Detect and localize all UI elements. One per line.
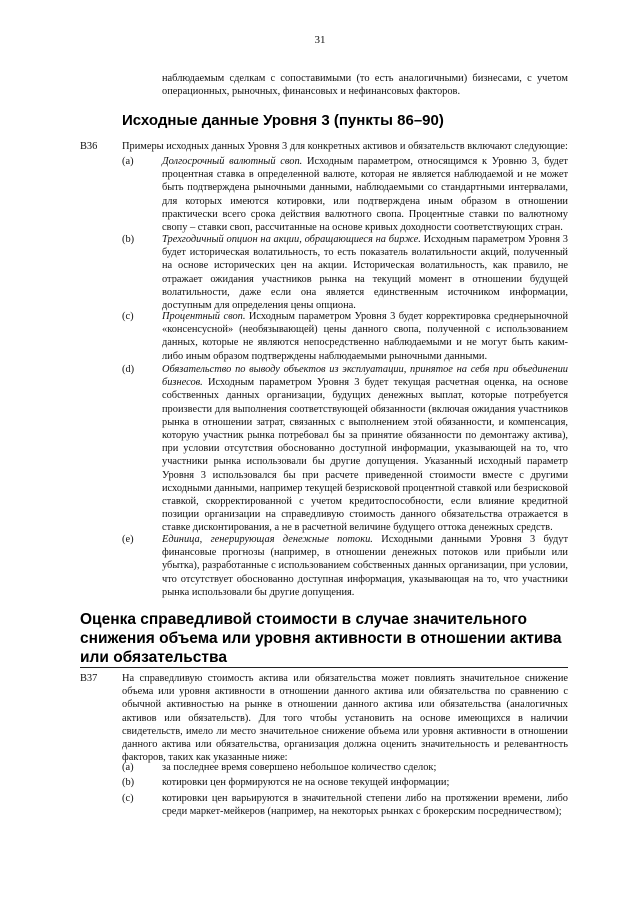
paragraph-b37-text: На справедливую стоимость актива или обязательства может повлиять значительное снижение объема или уровня активности в отношении данного актива или обязательства по сравнению с обычной активностью на рынке в отношении данного актива или обязательства (аналогичных активов или обязательств). Для того чтобы установить на основе имеющихся в наличии свидетельств, имело ли место значительное снижение объема или уровня активности в отношении данного актива или обязательства, организация должна оценить значительность и релевантность факторов, таких как указанные ниже: <box>122 673 568 764</box>
list-item <box>162 533 568 599</box>
item-body: Исходными данными Уровня 3 будут финансовые прогнозы (например, в отношении денежных потоков или прибыли или убытка), разработанные с использованием собственных данных организации, при условии, что отсутствует обоснованно доступная информация, указывающая на то, что участники рынка использовали бы другие допущения. <box>162 534 568 598</box>
page-number: 31 <box>314 34 326 46</box>
item-lead: Единица, генерирующая денежные потоки. <box>162 534 373 545</box>
list-item: котировки цен формируются не на основе текущей информации; <box>162 777 450 788</box>
item-body: Исходным параметром Уровня 3 будет текущая расчетная оценка, на основе собственных данных организации, будущих денежных выплат, которые потребуется произвести для выполнения соответствующей обязанности (включая ожидания участников рынка в отношении затрат, связанных с выполнением этой обязанности, и компенсация, которую участник рынка потребовал бы за принятие обязанности по демонтажу актива), при условии отсутствия обоснованно доступной информации, указывающей на то, что участники рынка использовали бы другие допущения. Указанный исходный параметр Уровня 3 использовался бы при расчете приведенной стоимости вместе с другими исходными данными, например текущей безрисковой процентной ставкой или безрисковой ставкой, скорректированной с учетом кредитоспособности, если влияние кредитной позиции организации на справедливую стоимость данного обязательства отражается в ставке дисконтирования, а не в расчетной величине будущего оттока денежных средств. <box>162 377 568 534</box>
paragraph-id-b36: B36 <box>80 141 98 152</box>
item-body: Исходным параметром Уровня 3 будет историческая волатильность, то есть показатель волатильности акций, полученный на основе исторических цен на акции. Историческая волатильность, как правило, не отражает ожидания участников рынка на текущий момент в отношении будущей волатильности, даже если она является единственным источником информации, доступным для определения цены опциона. <box>162 234 568 312</box>
item-label-d: (d) <box>122 364 135 375</box>
item-lead: Обязательство по выводу объектов из эксплуатации, принятое на себя при объединении бизнесов. <box>162 364 568 389</box>
item-body: Исходным параметром, относящимся к Уровню 3, будет процентная ставка в определенной валюте, которая не является наблюдаемой и не может быть подтверждена рыночными данными, наблюдаемыми со стандартными интервалами, для которых имеются котировки, или подтверждена иным образом в отношении практически всего срока действия валютного свопа. Процентные ставки по валютному свопу – ставки своп, рассчитанные на основе кривых доходности соответствующих стран. <box>162 156 568 234</box>
list-item: котировки цен варьируются в значительной степени либо на протяжении времени, либо среди маркет-мейкеров (например, на некоторых рынках с брокерским посредничеством); <box>162 793 568 818</box>
paragraph-b36-text: Примеры исходных данных Уровня 3 для конкретных активов и обязательств включают следующие: <box>122 141 568 152</box>
item-lead: Долгосрочный валютный своп. <box>162 156 303 167</box>
section-heading-level3: Исходные данные Уровня 3 (пункты 86–90) <box>122 112 444 129</box>
item-label-a: (a) <box>122 156 134 167</box>
intro-paragraph: наблюдаемым сделкам с сопоставимыми (то есть аналогичными) бизнесами, с учетом операционных, рыночных, финансовых и нефинансовых факторов. <box>162 73 568 98</box>
list-item <box>162 363 568 535</box>
item-body: Исходным параметром Уровня 3 будет корректировка среднерыночной «консенсусной» (необязывающей) цены данного свопа, полученной с использованием данных, которые не являются непосредственно наблюдаемыми и не могут быть каким-либо иным образом подтверждены наблюдаемыми рыночными данными. <box>162 311 569 362</box>
list-item: за последнее время совершено небольшое количество сделок; <box>162 762 437 773</box>
item-lead: Трехгодичный опцион на акции, обращающиеся на бирже. <box>162 234 421 245</box>
item-label-c: (c) <box>122 311 134 322</box>
item-label-a2: (a) <box>122 762 134 773</box>
heading-underline <box>80 667 568 668</box>
item-label-c2: (c) <box>122 793 134 804</box>
item-label-b2: (b) <box>122 777 135 788</box>
paragraph-id-b37: B37 <box>80 673 98 684</box>
list-item <box>162 155 568 234</box>
item-lead: Процентный своп. <box>162 311 246 322</box>
section-heading-fair-value: Оценка справедливой стоимости в случае значительного снижения объема или уровня активности в отношении актива или обязательства <box>80 611 562 666</box>
item-label-e: (e) <box>122 534 134 545</box>
list-item <box>162 233 568 312</box>
item-label-b: (b) <box>122 234 135 245</box>
list-item <box>162 310 568 363</box>
